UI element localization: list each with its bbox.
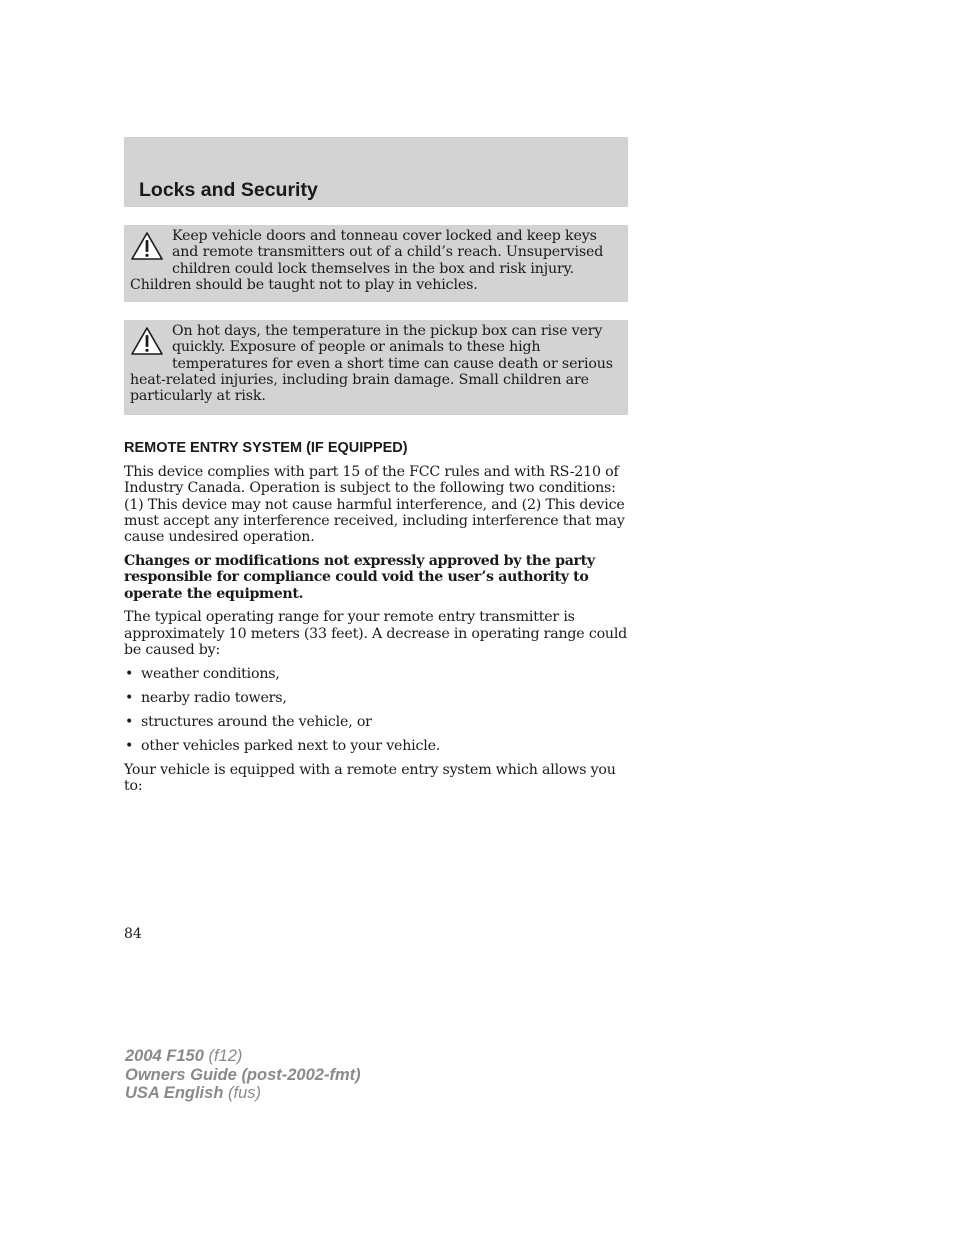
footer-line-model: [125, 1047, 361, 1066]
warning-box-child-safety: [124, 225, 628, 302]
page-number: 84: [124, 926, 142, 942]
footer-line-guide: Owners Guide (post-2002-fmt): [125, 1065, 361, 1084]
footer-line-language: [125, 1084, 361, 1103]
bullet-icon: •: [125, 689, 134, 706]
footer-language: USA English: [125, 1084, 224, 1102]
paragraph-operating-range: The typical operating range for your remote entry transmitter is approximately 10 meters (33 feet). A decrease in operating range could be caused by:: [124, 609, 628, 658]
footer-language-code: (fus): [223, 1084, 261, 1102]
list-item: [124, 714, 634, 730]
bullet-icon: •: [125, 665, 134, 682]
warning-triangle-icon: [130, 326, 164, 356]
subheading-remote-entry: REMOTE ENTRY SYSTEM (IF EQUIPPED): [124, 440, 408, 456]
footer-model: 2004 F150: [125, 1047, 204, 1065]
list-item-text: structures around the vehicle, or: [141, 713, 372, 730]
paragraph-fcc: This device complies with part 15 of the FCC rules and with RS-210 of Industry Canada. Operation is subject to the following two conditions: (1) This device may not cause harmful interference, and (2) This device must accept any interference received, including interference that may cause undesired operation.: [124, 464, 625, 546]
paragraph-modifications-warning: Changes or modifications not expressly approved by the party responsible for compliance could void the user’s authority to operate the equipment.: [124, 552, 595, 602]
list-item: [124, 666, 634, 682]
list-item: [124, 738, 634, 754]
warning-text: On hot days, the temperature in the pickup box can rise very quickly. Exposure of people or animals to these high temperatures for even a short time can cause death or serious heat-related injuries, including brain damage. Small children are particularly at risk.: [130, 323, 613, 405]
footer-model-code: (f12): [203, 1047, 243, 1065]
paragraph-remote-entry-intro: Your vehicle is equipped with a remote entry system which allows you to:: [124, 761, 616, 794]
section-title: Locks and Security: [139, 179, 318, 201]
bullet-icon: •: [125, 713, 134, 730]
document-footer: [125, 1047, 361, 1103]
bullet-icon: •: [125, 737, 134, 754]
bullet-list-range-factors: [124, 666, 634, 754]
list-item-text: nearby radio towers,: [141, 689, 287, 706]
list-item-text: weather conditions,: [141, 665, 280, 682]
main-content: [124, 440, 634, 802]
warning-text: Keep vehicle doors and tonneau cover locked and keep keys and remote transmitters out of a child’s reach. Unsupervised children could lock themselves in the box and risk injury. Children should be taught not to play in vehicles.: [130, 228, 604, 293]
list-item-text: other vehicles parked next to your vehicle.: [141, 737, 441, 754]
section-header-band: [124, 137, 628, 207]
warning-triangle-icon: [130, 231, 164, 261]
list-item: [124, 690, 634, 706]
warning-box-heat: [124, 320, 628, 415]
